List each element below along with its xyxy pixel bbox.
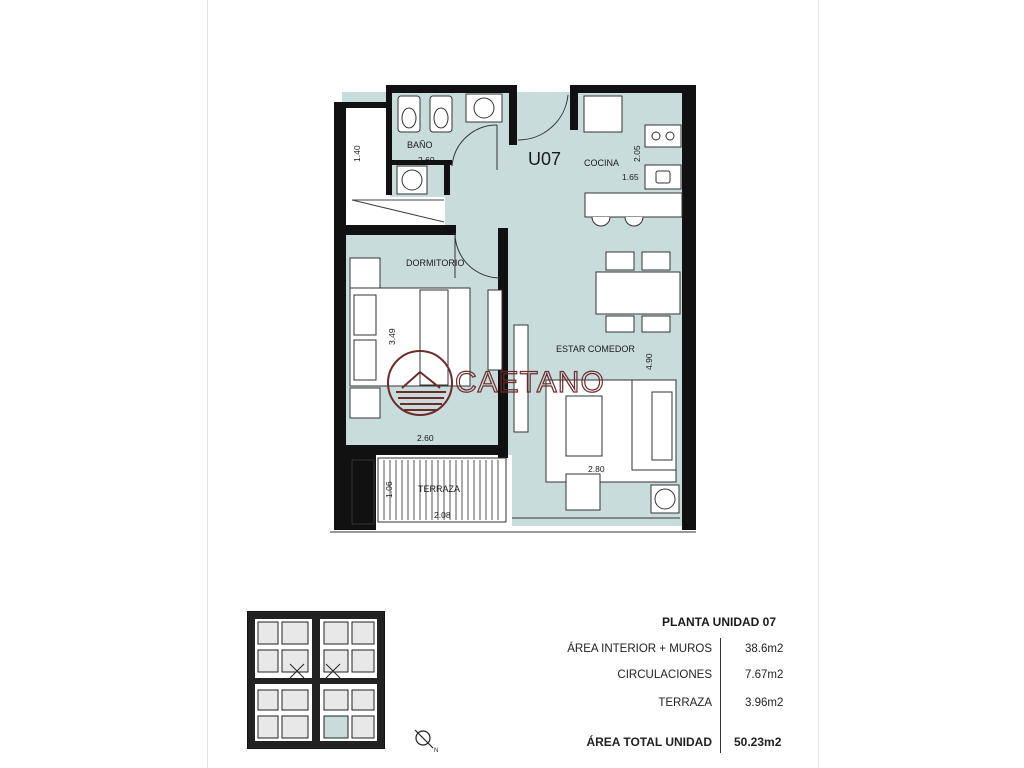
room-label-dormitorio: DORMITORIO — [406, 258, 465, 268]
summary-title: PLANTA UNIDAD 07 — [662, 615, 777, 629]
watermark-text: CAETANO — [455, 366, 605, 399]
dim-shaft-height: 1.40 — [352, 145, 362, 162]
summary-row-label: CIRCULACIONES — [617, 669, 712, 681]
room-label-cocina: COCINA — [584, 158, 620, 168]
summary-row-value: 7.67m2 — [745, 669, 784, 681]
room-label-bano: BAÑO — [407, 140, 433, 150]
summary-row-value: 3.96m2 — [745, 697, 784, 709]
north-arrow-icon — [415, 730, 433, 748]
dim-terraza-width: 2.08 — [434, 510, 451, 520]
summary-row-label: ÁREA INTERIOR + MUROS — [567, 643, 712, 655]
key-plan — [248, 612, 384, 748]
summary-row-label: TERRAZA — [658, 697, 712, 709]
dim-terraza-height: 1.06 — [384, 481, 394, 498]
dim-dormitorio-height: 3.49 — [387, 328, 397, 345]
room-label-terraza: TERRAZA — [418, 484, 461, 494]
summary-divider — [720, 638, 721, 753]
summary-total-label: ÁREA TOTAL UNIDAD — [586, 735, 712, 749]
dim-cocina-width: 1.65 — [622, 172, 639, 182]
dim-cocina-height: 2.05 — [632, 145, 642, 162]
summary-total-value: 50.23m2 — [734, 735, 782, 749]
unit-code: U07 — [528, 149, 562, 169]
north-label: N — [434, 748, 439, 754]
dim-dormitorio-width: 2.60 — [417, 433, 434, 443]
summary-row-value: 38.6m2 — [745, 643, 784, 655]
dim-estar-height: 4.90 — [644, 353, 654, 370]
dim-estar-width: 2.80 — [588, 464, 605, 474]
key-plan-highlight — [324, 716, 348, 738]
room-label-estar-comedor: ESTAR COMEDOR — [556, 344, 635, 354]
dim-bano-width: 2.60 — [418, 155, 435, 165]
